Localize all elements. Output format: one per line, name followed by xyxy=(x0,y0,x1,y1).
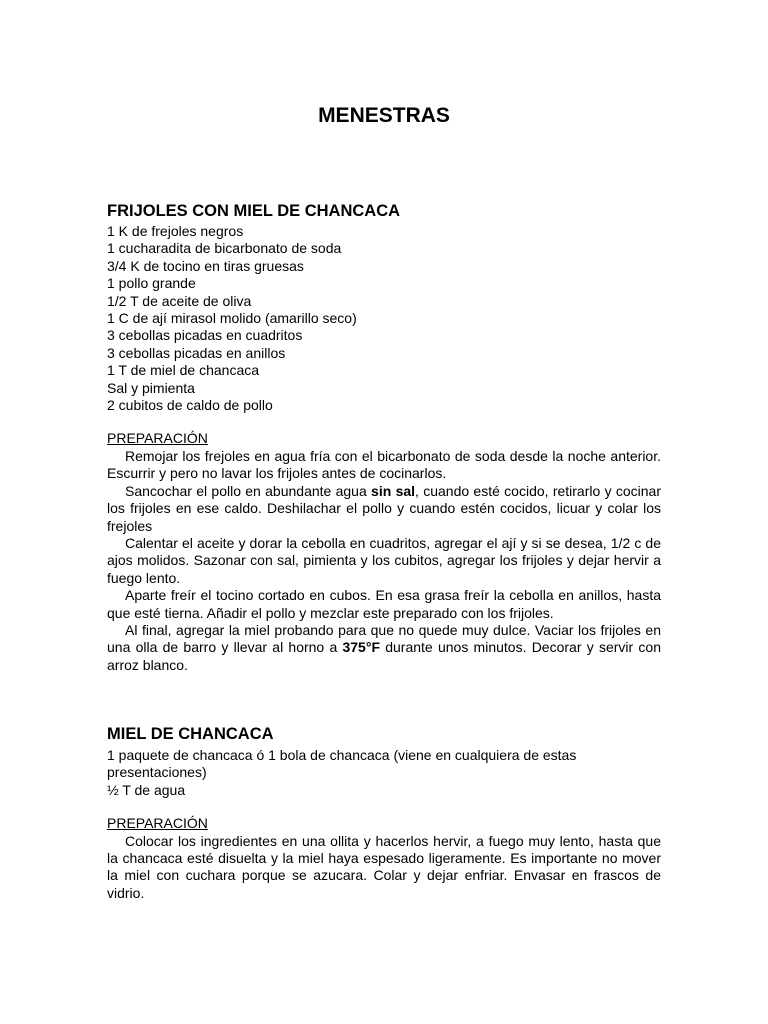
ingredient-item: 1 C de ají mirasol molido (amarillo seco) xyxy=(107,310,357,327)
ingredient-item: Sal y pimienta xyxy=(107,379,195,396)
recipe-title: MIEL DE CHANCACA xyxy=(107,725,274,743)
ingredient-item: ½ T de agua xyxy=(107,781,186,798)
preparation-heading: PREPARACIÓN xyxy=(107,430,208,447)
ingredient-item: 1/2 T de aceite de oliva xyxy=(107,292,252,309)
ingredient-item: 2 cubitos de caldo de pollo xyxy=(107,397,273,414)
ingredient-item: 3/4 K de tocino en tiras gruesas xyxy=(107,257,304,274)
ingredient-list xyxy=(107,747,661,799)
step-text: Sancochar el pollo en abundante agua xyxy=(125,482,372,499)
preparation-step: Aparte freír el tocino cortado en cubos. En esa grasa freír la cebolla en anillos, hasta que esté tierna. Añadir el pollo y mezclar este preparado con los frijoles. xyxy=(107,587,661,621)
ingredient-item: 3 cebollas picadas en anillos xyxy=(107,344,286,361)
document-title: MENESTRAS xyxy=(318,104,450,127)
recipe-frijoles xyxy=(107,201,661,674)
ingredient-item: 1 pollo grande xyxy=(107,275,196,292)
step-emphasis: 375°F xyxy=(342,639,380,656)
step-emphasis: sin sal xyxy=(371,482,416,499)
ingredient-item: 1 cucharadita de bicarbonato de soda xyxy=(107,240,342,257)
step-text: , cuando esté cocido, retirarlo y cocinar los frijoles en ese caldo. Deshilachar el pollo y cuando estén cocidos, licuar y colar los frejoles xyxy=(107,482,661,534)
preparation-step xyxy=(107,483,661,535)
preparation-step: Colocar los ingredientes en una ollita y hacerlos hervir, a fuego muy lento, hasta que la chancaca esté disuelta y la miel haya espesado ligeramente. Es importante no mover la miel con cuchara porque se azucara. Colar y dejar enfriar. Envasar en frascos de vidrio. xyxy=(107,832,661,901)
step-text: durante unos minutos. Decorar y servir con arroz blanco. xyxy=(107,639,661,673)
preparation-step: Remojar los frejoles en agua fría con el bicarbonato de soda desde la noche anterior. Escurrir y pero no lavar los frijoles antes de cocinarlos. xyxy=(107,447,661,482)
preparation-heading: PREPARACIÓN xyxy=(107,815,208,832)
ingredient-item: 1 T de miel de chancaca xyxy=(107,362,260,379)
ingredient-item: 3 cebollas picadas en cuadritos xyxy=(107,327,303,344)
ingredient-list xyxy=(107,223,661,414)
recipe-miel xyxy=(107,724,661,902)
preparation-step: Calentar el aceite y dorar la cebolla en cuadritos, agregar el ají y si se desea, 1/2 c de ajos molidos. Sazonar con sal, pimienta y los cubitos, agregar los frijoles y dejar hervir a fuego lento. xyxy=(107,534,661,586)
ingredient-item: 1 paquete de chancaca ó 1 bola de chancaca (viene en cualquiera de estas presentaciones) xyxy=(107,747,577,781)
preparation-step xyxy=(107,622,661,674)
ingredient-item: 1 K de frejoles negros xyxy=(107,223,244,239)
recipe-title: FRIJOLES CON MIEL DE CHANCACA xyxy=(107,202,401,220)
step-text: Al final, agregar la miel probando para que no quede muy dulce. Vaciar los frijoles en una olla de barro y llevar al horno a xyxy=(107,621,661,656)
